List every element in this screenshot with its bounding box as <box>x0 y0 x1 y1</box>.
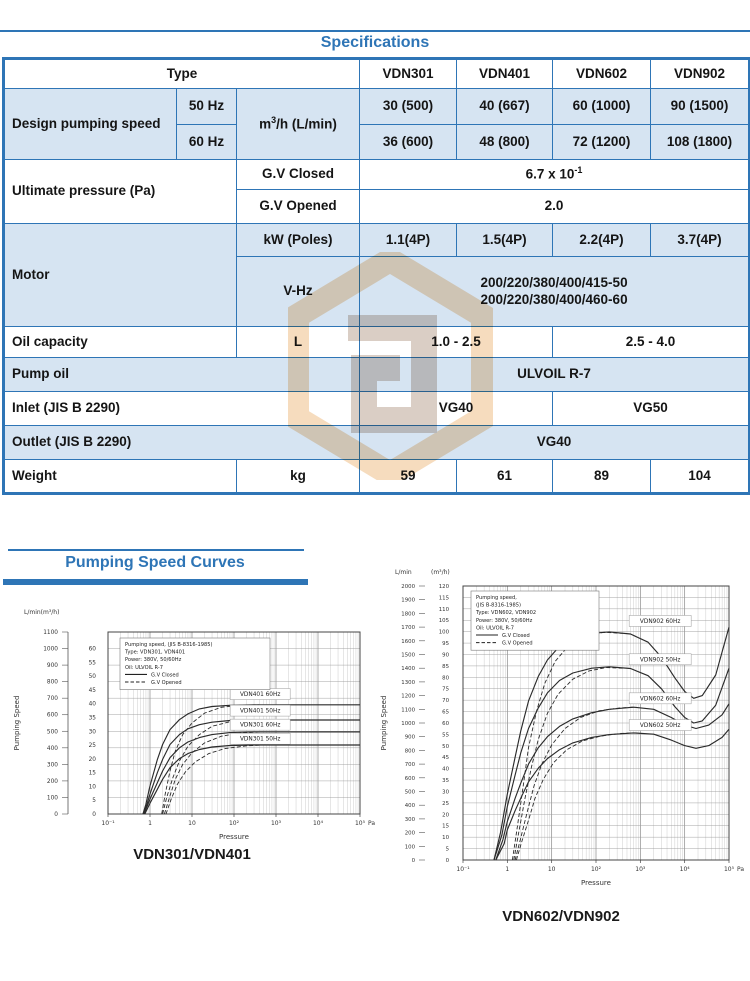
svg-text:1600: 1600 <box>401 638 415 645</box>
kw-poles-label: kW (Poles) <box>237 224 360 257</box>
weight-vdn301: 59 <box>360 460 457 494</box>
svg-text:G.V Opened: G.V Opened <box>151 680 182 686</box>
svg-text:900: 900 <box>404 734 415 741</box>
svg-text:300: 300 <box>46 762 58 769</box>
pump-oil-value: ULVOIL R-7 <box>360 358 750 392</box>
svg-text:45: 45 <box>442 755 449 762</box>
svg-text:10⁻¹: 10⁻¹ <box>101 820 115 827</box>
speed-60hz-vdn902: 108 (1800) <box>651 125 750 160</box>
svg-text:10²: 10² <box>228 820 240 827</box>
vhz-value: 200/220/380/400/415-50 200/220/380/400/460-60 <box>360 257 750 327</box>
svg-text:110: 110 <box>438 606 449 613</box>
svg-text:300: 300 <box>404 816 415 823</box>
top-divider <box>0 30 750 32</box>
svg-text:VDN902 60Hz: VDN902 60Hz <box>639 618 681 625</box>
svg-text:100: 100 <box>404 844 415 851</box>
svg-text:70: 70 <box>442 698 449 705</box>
svg-text:VDN902 50Hz: VDN902 50Hz <box>639 657 681 664</box>
svg-text:0: 0 <box>92 812 96 818</box>
svg-text:600: 600 <box>46 712 58 719</box>
svg-text:10⁵: 10⁵ <box>723 866 735 873</box>
pumping-speed-chart-vdn301-vdn401 <box>8 596 376 849</box>
svg-text:35: 35 <box>88 715 96 722</box>
speed-50hz-vdn602: 60 (1000) <box>553 89 651 125</box>
svg-text:1100: 1100 <box>401 707 415 714</box>
svg-text:Pa: Pa <box>737 866 745 873</box>
svg-text:Type: VDN301, VDN401: Type: VDN301, VDN401 <box>125 649 186 656</box>
svg-text:1000: 1000 <box>401 721 415 727</box>
svg-text:1800: 1800 <box>401 611 415 618</box>
svg-text:Power: 380V, 50/60Hz: Power: 380V, 50/60Hz <box>476 617 533 624</box>
chart-svg <box>375 560 747 904</box>
oil-capacity-unit: L <box>237 327 360 358</box>
pump-oil-label: Pump oil <box>4 358 360 392</box>
svg-text:10⁵: 10⁵ <box>354 820 366 827</box>
model-header-vdn602: VDN602 <box>553 59 651 89</box>
weight-vdn902: 104 <box>651 460 750 494</box>
svg-text:10³: 10³ <box>270 820 282 827</box>
speed-60hz-vdn301: 36 (600) <box>360 125 457 160</box>
svg-text:600: 600 <box>404 775 415 782</box>
svg-text:55: 55 <box>88 660 96 667</box>
svg-text:20: 20 <box>442 812 449 819</box>
pumping-speed-50hz-row <box>4 89 750 125</box>
svg-text:1900: 1900 <box>401 597 415 604</box>
kw-vdn902: 3.7(4P) <box>651 224 750 257</box>
svg-text:Type: VDN602, VDN902: Type: VDN602, VDN902 <box>476 610 537 617</box>
svg-text:120: 120 <box>438 583 449 590</box>
svg-text:(JIS B-8316-1985): (JIS B-8316-1985) <box>476 602 521 609</box>
svg-text:G.V Opened: G.V Opened <box>502 640 533 647</box>
svg-text:Pumping Speed: Pumping Speed <box>13 695 21 751</box>
svg-text:0: 0 <box>445 858 449 864</box>
svg-text:10: 10 <box>188 820 196 827</box>
svg-text:Power: 380V, 50/60Hz: Power: 380V, 50/60Hz <box>125 657 182 664</box>
outlet-label: Outlet (JIS B 2290) <box>4 426 360 460</box>
svg-text:35: 35 <box>442 778 449 785</box>
svg-text:Pressure: Pressure <box>581 879 611 887</box>
svg-text:1700: 1700 <box>401 625 415 632</box>
svg-text:30: 30 <box>442 789 449 796</box>
svg-text:L/min(m³/h): L/min(m³/h) <box>24 609 60 616</box>
svg-text:10: 10 <box>442 835 449 842</box>
svg-text:VDN602 50Hz: VDN602 50Hz <box>639 723 681 730</box>
model-header-vdn301: VDN301 <box>360 59 457 89</box>
svg-text:1500: 1500 <box>401 652 415 659</box>
motor-kw-row <box>4 224 750 257</box>
svg-text:Pressure: Pressure <box>219 833 249 841</box>
svg-text:105: 105 <box>438 618 449 625</box>
inlet-label: Inlet (JIS B 2290) <box>4 392 360 426</box>
model-header-vdn401: VDN401 <box>457 59 553 89</box>
weight-vdn401: 61 <box>457 460 553 494</box>
svg-text:50: 50 <box>88 674 96 681</box>
svg-text:30: 30 <box>88 729 96 736</box>
svg-text:G.V Closed: G.V Closed <box>502 633 530 639</box>
svg-text:1400: 1400 <box>401 666 415 673</box>
weight-label: Weight <box>4 460 237 494</box>
svg-text:200: 200 <box>46 778 58 785</box>
pump-oil-row <box>4 358 750 392</box>
speed-60hz-vdn602: 72 (1200) <box>553 125 651 160</box>
weight-unit: kg <box>237 460 360 494</box>
chart-caption-vdn301-vdn401: VDN301/VDN401 <box>133 846 251 863</box>
ultimate-pressure-opened-value: 2.0 <box>360 190 750 224</box>
svg-text:10: 10 <box>88 784 96 791</box>
type-header: Type <box>4 59 360 89</box>
oil-capacity-row <box>4 327 750 358</box>
svg-text:65: 65 <box>442 709 449 716</box>
svg-text:40: 40 <box>442 766 449 773</box>
weight-vdn602: 89 <box>553 460 651 494</box>
curves-underline-bar <box>3 579 308 585</box>
svg-text:1100: 1100 <box>43 630 58 636</box>
svg-text:75: 75 <box>442 686 449 693</box>
svg-text:2000: 2000 <box>401 584 415 590</box>
svg-text:400: 400 <box>404 803 415 810</box>
vhz-label: V-Hz <box>237 257 360 327</box>
inlet-row <box>4 392 750 426</box>
svg-text:Pa: Pa <box>368 820 376 827</box>
pumping-speed-chart-vdn602-vdn902 <box>375 560 747 909</box>
ultimate-pressure-label: Ultimate pressure (Pa) <box>4 160 237 224</box>
kw-vdn602: 2.2(4P) <box>553 224 651 257</box>
kw-vdn301: 1.1(4P) <box>360 224 457 257</box>
pumping-speed-label: Design pumping speed <box>4 89 177 160</box>
svg-text:1: 1 <box>148 820 152 827</box>
svg-text:Pumping Speed: Pumping Speed <box>380 695 388 751</box>
speed-50hz-vdn401: 40 (667) <box>457 89 553 125</box>
svg-text:200: 200 <box>404 830 415 837</box>
svg-text:VDN602 60Hz: VDN602 60Hz <box>639 696 681 703</box>
svg-text:60: 60 <box>88 646 96 653</box>
gv-closed-label: G.V Closed <box>237 160 360 190</box>
svg-text:10: 10 <box>547 866 556 873</box>
inlet-small: VG40 <box>360 392 553 426</box>
svg-text:55: 55 <box>442 732 449 739</box>
svg-text:1: 1 <box>505 866 510 873</box>
specifications-table <box>2 57 750 495</box>
svg-text:G.V Closed: G.V Closed <box>151 672 179 679</box>
motor-label: Motor <box>4 224 237 327</box>
freq-50hz-label: 50 Hz <box>177 89 237 125</box>
svg-text:VDN401 60Hz: VDN401 60Hz <box>239 692 281 699</box>
kw-vdn401: 1.5(4P) <box>457 224 553 257</box>
svg-text:VDN301 60Hz: VDN301 60Hz <box>239 722 281 729</box>
svg-text:90: 90 <box>442 652 449 659</box>
svg-text:100: 100 <box>438 629 449 636</box>
svg-text:700: 700 <box>46 696 58 703</box>
freq-60hz-label: 60 Hz <box>177 125 237 160</box>
svg-text:10²: 10² <box>590 866 602 873</box>
oil-capacity-large: 2.5 - 4.0 <box>553 327 750 358</box>
svg-text:40: 40 <box>88 701 96 708</box>
chart-svg <box>8 596 376 844</box>
oil-capacity-small: 1.0 - 2.5 <box>360 327 553 358</box>
svg-text:10³: 10³ <box>635 866 646 873</box>
svg-text:VDN401 50Hz: VDN401 50Hz <box>239 708 281 715</box>
speed-50hz-vdn301: 30 (500) <box>360 89 457 125</box>
ultimate-pressure-closed-row <box>4 160 750 190</box>
svg-text:L/min: L/min <box>395 569 412 576</box>
svg-text:25: 25 <box>442 800 449 807</box>
svg-text:800: 800 <box>46 679 58 686</box>
inlet-large: VG50 <box>553 392 750 426</box>
svg-text:95: 95 <box>442 641 449 648</box>
svg-text:80: 80 <box>442 675 449 682</box>
speed-60hz-vdn401: 48 (800) <box>457 125 553 160</box>
weight-row <box>4 460 750 494</box>
outlet-row <box>4 426 750 460</box>
svg-text:85: 85 <box>442 663 449 670</box>
pumping-speed-unit: $m^3/h$ (L/min) <box>237 89 360 160</box>
gv-opened-label: G.V Opened <box>237 190 360 224</box>
svg-text:Oil: ULVOIL R-7: Oil: ULVOIL R-7 <box>476 625 514 632</box>
svg-text:Pumping speed, (JIS B-8316-198: Pumping speed, (JIS B-8316-1985) <box>125 642 213 648</box>
curves-top-divider <box>8 549 304 551</box>
svg-text:0: 0 <box>411 858 415 864</box>
svg-text:5: 5 <box>92 798 96 805</box>
svg-text:20: 20 <box>88 756 96 763</box>
ultimate-pressure-closed-value: 6.7 x $10^{-1}$ <box>360 160 750 190</box>
svg-text:Oil: ULVOIL R-7: Oil: ULVOIL R-7 <box>125 664 163 671</box>
svg-text:900: 900 <box>46 663 58 670</box>
oil-capacity-label: Oil capacity <box>4 327 237 358</box>
svg-text:60: 60 <box>442 720 449 727</box>
svg-text:15: 15 <box>442 823 449 830</box>
svg-text:1000: 1000 <box>43 646 58 653</box>
svg-text:0: 0 <box>54 812 58 818</box>
svg-text:115: 115 <box>438 595 449 602</box>
svg-text:10⁻¹: 10⁻¹ <box>456 866 470 873</box>
svg-text:15: 15 <box>88 770 96 777</box>
chart-caption-vdn602-vdn902: VDN602/VDN902 <box>502 908 620 925</box>
svg-text:700: 700 <box>404 762 415 769</box>
model-header-vdn902: VDN902 <box>651 59 750 89</box>
svg-text:5: 5 <box>445 846 449 853</box>
speed-50hz-vdn902: 90 (1500) <box>651 89 750 125</box>
svg-text:400: 400 <box>46 745 58 752</box>
svg-text:45: 45 <box>88 687 96 694</box>
svg-text:1300: 1300 <box>401 679 415 686</box>
svg-text:100: 100 <box>46 795 58 802</box>
outlet-value: VG40 <box>360 426 750 460</box>
specifications-title: Specifications <box>320 34 430 51</box>
pumping-speed-curves-title: Pumping Speed Curves <box>65 554 245 571</box>
svg-text:Pumping speed,: Pumping speed, <box>476 595 517 601</box>
svg-text:VDN301 50Hz: VDN301 50Hz <box>239 736 281 743</box>
svg-text:10⁴: 10⁴ <box>679 866 690 873</box>
svg-text:50: 50 <box>442 743 449 750</box>
svg-text:10⁴: 10⁴ <box>312 820 324 827</box>
svg-text:500: 500 <box>46 729 58 736</box>
table-header-row <box>4 59 750 89</box>
svg-text:500: 500 <box>404 789 415 796</box>
svg-text:25: 25 <box>88 743 96 750</box>
svg-text:1200: 1200 <box>401 693 415 700</box>
svg-text:(m³/h): (m³/h) <box>431 569 450 576</box>
svg-text:800: 800 <box>404 748 415 755</box>
